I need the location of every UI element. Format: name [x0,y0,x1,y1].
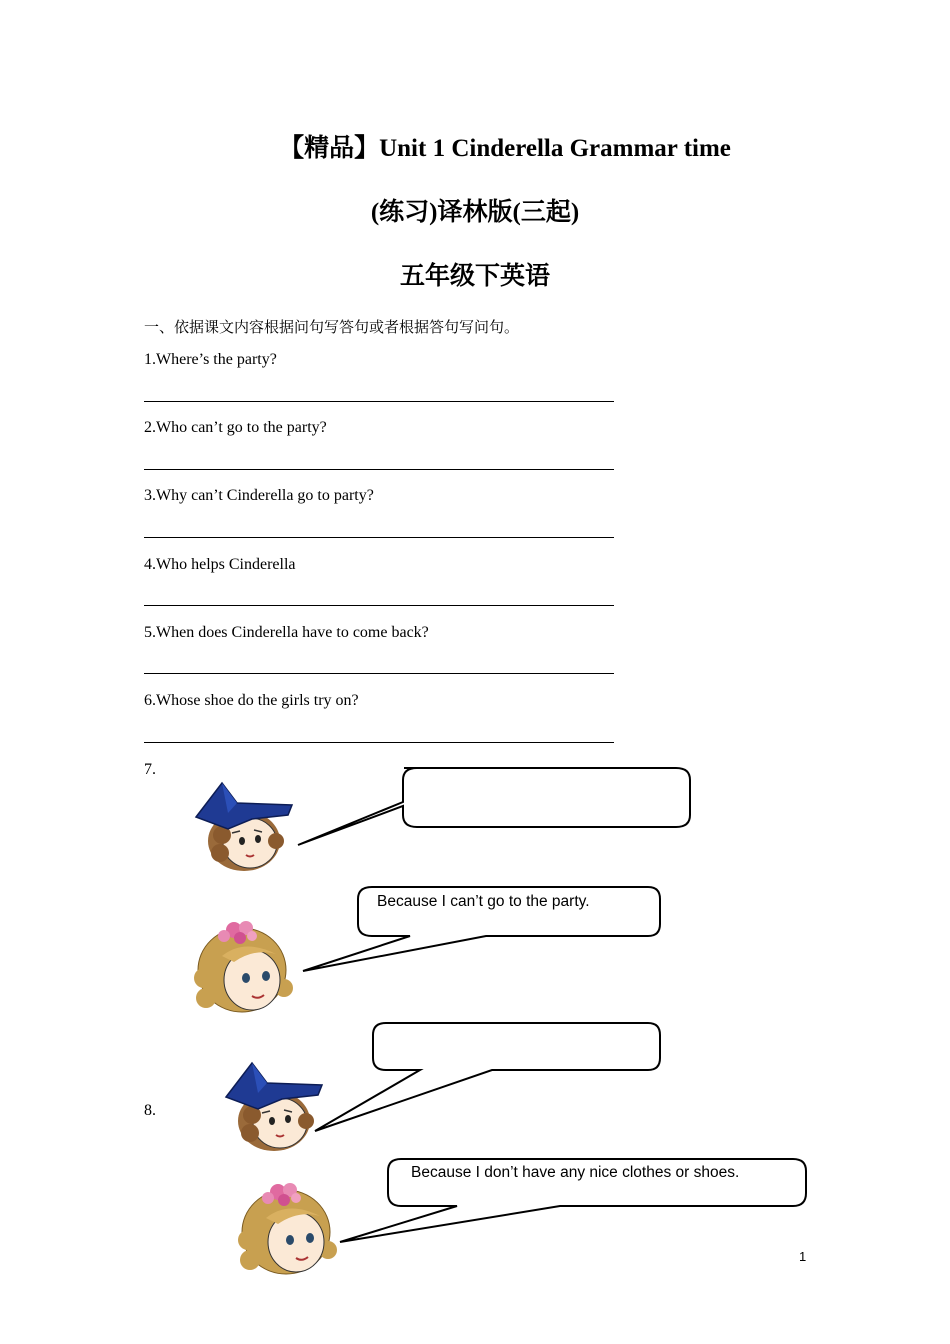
question-2: 2.Who can’t go to the party? [144,419,327,436]
witch-8-image [226,1063,322,1151]
witch-7-image [196,783,292,871]
dialog-8-number: 8. [144,1102,156,1119]
question-4: 4.Who helps Cinderella [144,556,296,573]
question-1: 1.Where’s the party? [144,351,277,368]
girl-8-image [238,1183,337,1274]
dialog-7-answer: Because I can’t go to the party. [377,893,590,910]
title-line-1: 【精品】Unit 1 Cinderella Grammar time [279,135,731,162]
dialog-8-question-field[interactable] [380,1032,650,1062]
title-line-2: (练习)译林版(三起) [370,199,580,226]
girl-7-image [194,921,293,1012]
dialog-7-number: 7. [144,761,156,778]
dialog-8-answer: Because I don’t have any nice clothes or shoes. [411,1164,740,1181]
question-3: 3.Why can’t Cinderella go to party? [144,487,374,504]
question-6: 6.Whose shoe do the girls try on? [144,692,359,709]
question-5: 5.When does Cinderella have to come back? [144,624,429,641]
dialog-7-question-field[interactable] [407,785,677,815]
section-instruction: 一、依据课文内容根据问句写答句或者根据答句写问句。 [144,318,520,336]
title-line-3: 五年级下英语 [399,263,550,290]
page-number: 1 [799,1249,807,1264]
